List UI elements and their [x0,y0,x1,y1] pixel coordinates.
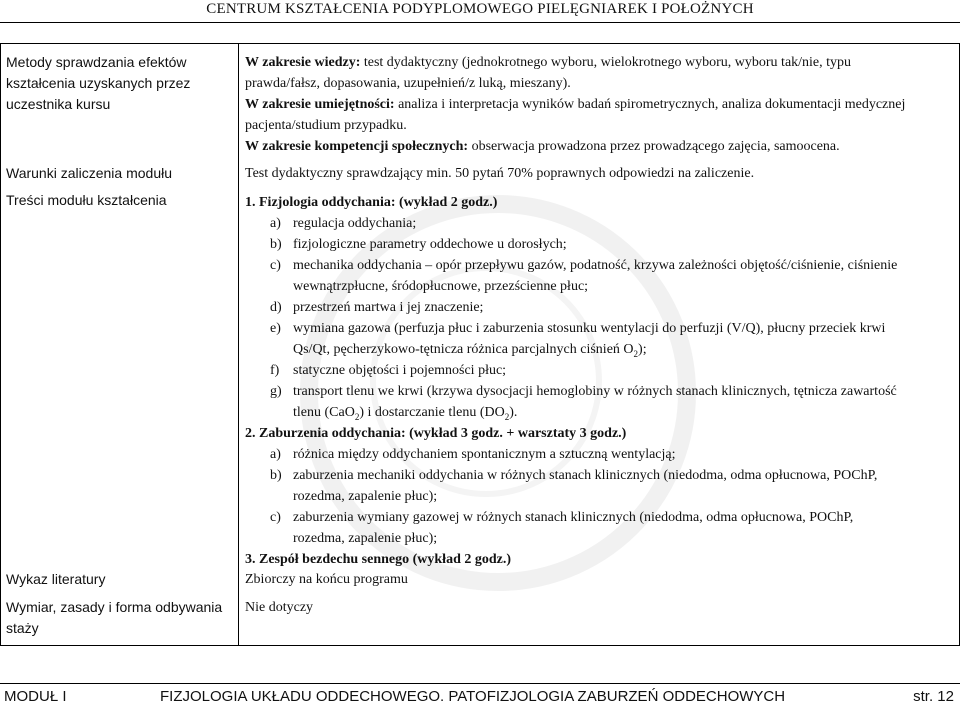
metody-content [245,52,950,157]
list-item: d) przestrzeń martwa i jej znaczenie; [270,300,484,315]
section-3-title: 3. Zespół bezdechu sennego (wykład 2 godz.) [245,552,512,567]
metody-line-4: pacjenta/studium przypadku. [245,118,407,133]
warunki-text: Test dydaktyczny sprawdzający min. 50 pytań 70% poprawnych odpowiedzi na zaliczenie. [245,166,755,181]
metody-line-2: prawda/fałsz, dopasowania, uzupełnień/z luką, mieszany). [245,76,571,91]
header-title: CENTRUM KSZTAŁCENIA PODYPLOMOWEGO PIELĘGNIAREK I POŁOŻNYCH [206,1,754,17]
label-tresci: Treści modułu kształcenia [6,192,167,208]
list-item: c) mechanika oddychania – opór przepływu gazów, podatność, krzywa zależności objętość/ciśnienie, ciśnienie wewnątrzpłucne, śródopłucnowe, przezścienne płuc; [270,258,898,294]
metody-line-1: W zakresie wiedzy: test dydaktyczny (jednokrotnego wyboru, wielokrotnego wyboru, wyboru tak/nie, typu [245,55,852,70]
list-item: b) zaburzenia mechaniki oddychania w różnych stanach klinicznych (niedodma, odma opłucnowa, POChP, rozedma, zapalenie płuc); [270,468,878,504]
list-item: b) fizjologiczne parametry oddechowe u dorosłych; [270,237,567,252]
label-metody: Metody sprawdzania efektów kształcenia uzyskanych przez uczestnika kursu [6,54,191,112]
footer-module: MODUŁ I [4,688,67,705]
column-divider [238,44,239,645]
label-warunki: Warunki zaliczenia modułu [6,165,172,181]
wymiar-text: Nie dotyczy [245,600,314,615]
footer-page-number: str. 12 [913,688,954,705]
footer-title: FIZJOLOGIA UKŁADU ODDECHOWEGO. PATOFIZJOLOGIA ZABURZEŃ ODDECHOWYCH [160,688,786,705]
page-footer [0,683,960,706]
page-header [0,0,960,23]
list-item: a) różnica między oddychaniem spontanicznym a sztuczną wentylacją; [270,447,676,462]
list-item: e) wymiana gazowa (perfuzja płuc i zaburzenia stosunku wentylacji do perfuzji (V/Q), płucny przeciek krwi Qs/Qt, pęcherzykowo-tętnicza różnica parcjalnych ciśnień $O_2$); [270,321,886,359]
list-item: a) regulacja oddychania; [270,216,417,231]
list-item: f) statyczne objętości i pojemności płuc; [270,363,507,378]
metody-line-3: W zakresie umiejętności: analiza i interpretacja wyników badań spirometrycznych, analiza dokumentacji medycznej [245,97,906,112]
tresci-content [245,192,950,570]
metody-line-5: W zakresie kompetencji społecznych: obserwacja prowadzona przez prowadzącego zajęcia, samoocena. [245,139,840,154]
section-1-title: 1. Fizjologia oddychania: (wykład 2 godz.) [245,195,498,210]
section-2-title: 2. Zaburzenia oddychania: (wykład 3 godz. + warsztaty 3 godz.) [245,426,627,441]
wykaz-text: Zbiorczy na końcu programu [245,572,408,587]
list-item: c) zaburzenia wymiany gazowej w różnych stanach klinicznych (niedodma, odma opłucnowa, POChP, rozedma, zapalenie płuc); [270,510,854,546]
label-wykaz: Wykaz literatury [6,571,106,587]
list-item: g) transport tlenu we krwi (krzywa dysocjacji hemoglobiny w różnych stanach klinicznych, tętnicza zawartość tlenu (CaO$_2$) i dostarczanie tlenu $(DO_2)$. [270,384,897,422]
label-wymiar: Wymiar, zasady i forma odbywania staży [6,599,223,636]
